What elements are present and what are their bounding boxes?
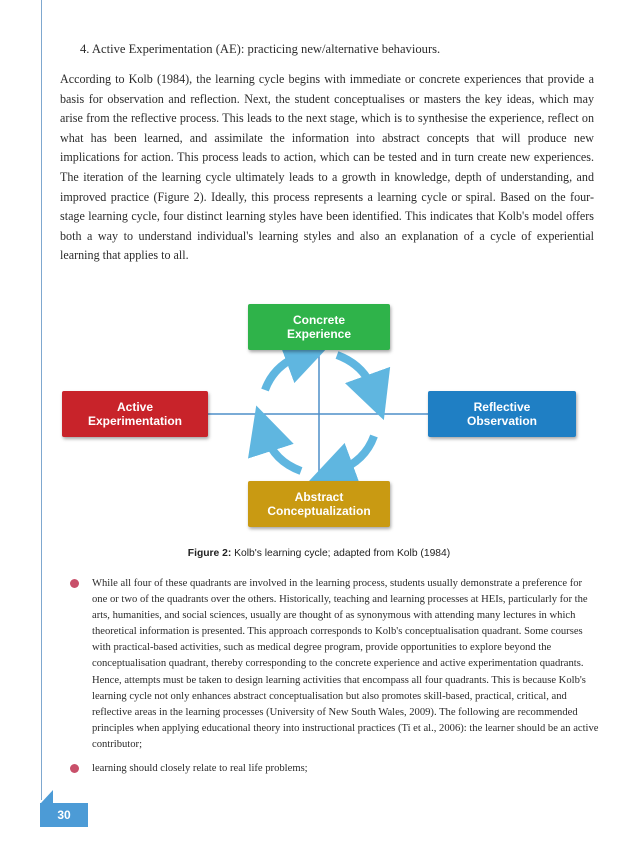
caption-label: Figure 2: (187, 548, 232, 559)
bullet-text: learning should closely relate to real life problems; (92, 763, 308, 775)
arrow-bottom-right (338, 436, 374, 471)
figure-caption (0, 548, 638, 559)
bullet-list (70, 576, 600, 777)
active-line1: Active (116, 400, 154, 414)
concrete-experience-box (248, 304, 390, 350)
arrow-top-left (265, 355, 301, 390)
reflective-observation-box (428, 391, 576, 437)
abstract-conceptualization-box (248, 481, 390, 527)
concrete-line2: Experience (286, 327, 352, 341)
list-item-active-experimentation: 4. Active Experimentation (AE): practicing new/alternative behaviours. (80, 42, 441, 56)
abstract-line1: Abstract (294, 490, 344, 504)
page-corner-accent (41, 790, 53, 803)
page-number: 30 (40, 803, 88, 827)
body-paragraph: According to Kolb (1984), the learning cycle begins with immediate or concrete experiences that provide a basis for observation and reflection. Next, the student conceptualises or masters the key ideas, which may arise from the reflective process. This leads to the next stage, which is to synthesise the experience, reflect on what has been learned, and assimilate the information into abstract concepts that will produce new implications for action. This process leads to action, which can be tested and in turn create new experiences. The iteration of the learning cycle ultimately leads to a growth in knowledge, depth of understanding, and improved practice (Figure 2). Ideally, this process represents a learning cycle or spiral. Based on the four-stage learning cycle, four distinct learning styles have been identified. This indicates that Kolb's model offers both a way to understand individual's learning styles and also an explanation of a cycle of experiential learning that applies to all. (60, 72, 594, 263)
concrete-line1: Concrete (292, 313, 345, 327)
reflective-line2: Observation (466, 414, 538, 428)
active-experimentation-box (62, 391, 208, 437)
active-line2: Experimentation (87, 414, 183, 428)
abstract-line2: Conceptualization (267, 504, 371, 518)
arrow-top-right (337, 355, 373, 390)
bullet-text: While all four of these quadrants are involved in the learning process, students usually demonstrate a preference for one or two of the quadrants over the others. Historically, teaching and learning processes at HEIs, particularly for the arts, humanities, and social sciences, usually are thought of as synonymous with attending many lectures in which theoretical information is presented. This approach corresponds to Kolb's conceptualisation quadrant. Some courses with practical-based activities, such as medical degree program, provide opportunities to explore beyond the conceptualisation quadrant, thereby corresponding to the concrete experience and active experimentation quadrants. Hence, attempts must be taken to design learning activities that encompass all four quadrants. This is because Kolb's learning cycle not only enhances abstract conceptualisation but also promotes skill-based, practical, critical, and reflective areas in the learning processes (University of New South Wales, 2009). The following are recommended principles when applying educational theory into instructional practices (Ti et al., 2006): the learner should be an active contributor; (92, 578, 599, 750)
bullet-item (70, 761, 600, 777)
arrow-bottom-left (266, 436, 301, 471)
margin-rule (41, 0, 42, 800)
kolb-cycle-figure (58, 298, 580, 534)
bullet-item (70, 576, 600, 753)
caption-text: Kolb's learning cycle; adapted from Kolb (1984) (231, 548, 451, 559)
reflective-line1: Reflective (473, 400, 531, 414)
bullet-dot-icon (70, 579, 79, 588)
bullet-dot-icon (70, 764, 79, 773)
